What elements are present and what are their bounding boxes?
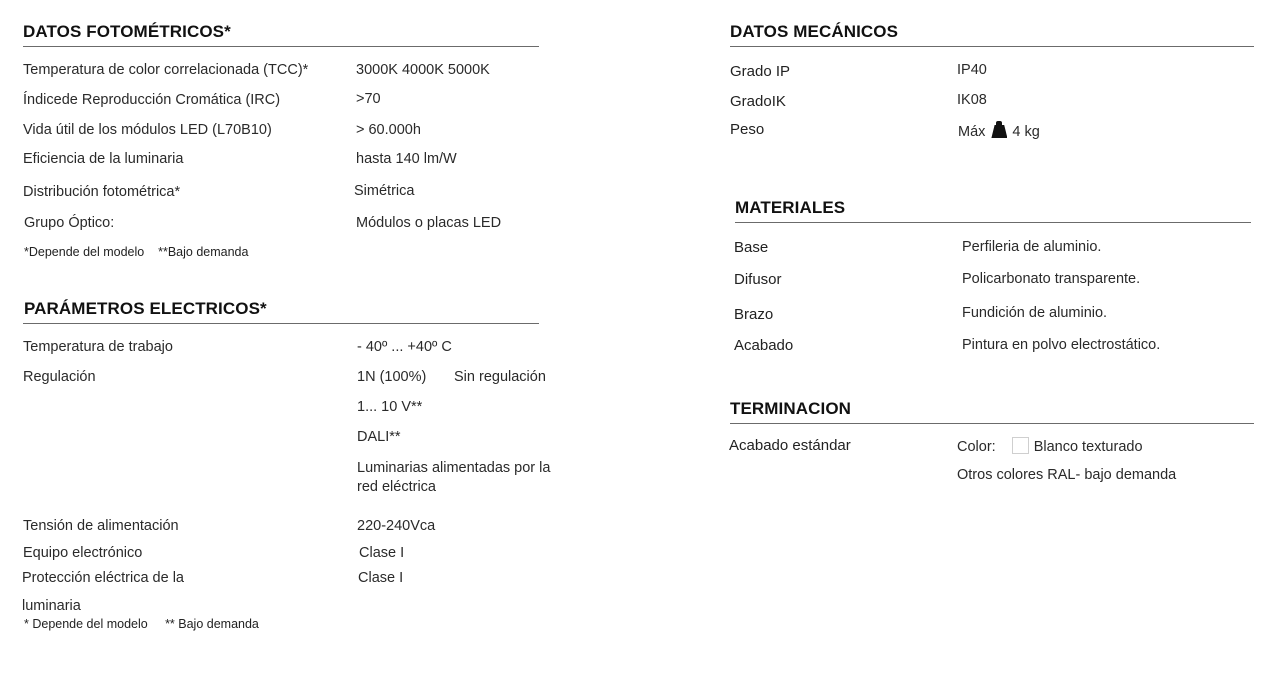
electricos-value-equipo: Clase I bbox=[359, 545, 405, 561]
terminacion-heading: TERMINACION bbox=[730, 399, 852, 418]
fotometricos-label-distribucion: Distribución fotométrica* bbox=[23, 184, 181, 200]
electricos-value-sin-regulacion: Sin regulación bbox=[454, 369, 546, 385]
electricos-label-proteccion-cont: luminaria bbox=[22, 598, 81, 614]
fotometricos-divider bbox=[23, 46, 539, 47]
electricos-label-proteccion: Protección eléctrica de la bbox=[22, 570, 184, 586]
materiales-label-base: Base bbox=[734, 239, 769, 256]
electricos-label-tension: Tensión de alimentación bbox=[23, 518, 179, 534]
mecanicos-label-peso: Peso bbox=[730, 121, 765, 138]
fotometricos-value-distribucion: Simétrica bbox=[354, 183, 415, 199]
fotometricos-value-irc: >70 bbox=[356, 91, 381, 107]
mecanicos-value-ip: IP40 bbox=[957, 62, 987, 78]
electricos-value-regulacion-red: Luminarias alimentadas por la red eléctrica bbox=[357, 460, 551, 495]
peso-prefix: Máx bbox=[958, 124, 986, 140]
terminacion-other-colors: Otros colores RAL- bajo demanda bbox=[957, 467, 1177, 483]
materiales-value-difusor: Policarbonato transparente. bbox=[962, 271, 1141, 287]
fotometricos-footnote: *Depende del modelo **Bajo demanda bbox=[24, 245, 249, 259]
mecanicos-label-ip: Grado IP bbox=[730, 63, 791, 80]
terminacion-divider bbox=[730, 423, 1254, 424]
electricos-value-regulacion-dali: DALI** bbox=[357, 429, 401, 445]
fotometricos-value-grupo: Módulos o placas LED bbox=[356, 215, 502, 231]
weight-icon bbox=[990, 121, 1008, 138]
terminacion-value-color bbox=[957, 437, 1143, 455]
mecanicos-value-ik: IK08 bbox=[957, 92, 987, 108]
fotometricos-heading: DATOS FOTOMÉTRICOS* bbox=[23, 22, 231, 41]
electricos-value-proteccion: Clase I bbox=[358, 570, 404, 586]
mecanicos-value-peso bbox=[958, 121, 1040, 140]
fotometricos-label-tcc: Temperatura de color correlacionada (TCC)* bbox=[23, 62, 309, 78]
electricos-divider bbox=[23, 323, 539, 324]
color-swatch bbox=[1012, 437, 1029, 454]
fotometricos-label-eficiencia: Eficiencia de la luminaria bbox=[23, 151, 184, 167]
fotometricos-label-grupo: Grupo Óptico: bbox=[24, 215, 115, 231]
mecanicos-divider bbox=[730, 46, 1254, 47]
fotometricos-value-vida: > 60.000h bbox=[356, 122, 421, 138]
materiales-value-brazo: Fundición de aluminio. bbox=[962, 305, 1108, 321]
peso-value: 4 kg bbox=[1012, 124, 1040, 140]
color-value: Blanco texturado bbox=[1033, 439, 1143, 455]
electricos-value-tension: 220-240Vca bbox=[357, 518, 436, 534]
fotometricos-value-tcc: 3000K 4000K 5000K bbox=[356, 62, 490, 78]
materiales-label-acabado: Acabado bbox=[734, 337, 794, 354]
materiales-value-base: Perfileria de aluminio. bbox=[962, 239, 1102, 255]
materiales-label-brazo: Brazo bbox=[734, 306, 774, 323]
materiales-heading: MATERIALES bbox=[735, 198, 846, 217]
electricos-heading: PARÁMETROS ELECTRICOS* bbox=[24, 299, 267, 318]
materiales-divider bbox=[735, 222, 1251, 223]
materiales-label-difusor: Difusor bbox=[734, 271, 782, 288]
electricos-label-equipo: Equipo electrónico bbox=[23, 545, 143, 561]
electricos-value-regulacion-1n: 1N (100%) bbox=[357, 369, 427, 385]
mecanicos-heading: DATOS MECÁNICOS bbox=[730, 22, 899, 41]
fotometricos-label-vida: Vida útil de los módulos LED (L70B10) bbox=[23, 122, 272, 138]
mecanicos-label-ik: GradoIK bbox=[730, 93, 786, 110]
materiales-value-acabado: Pintura en polvo electrostático. bbox=[962, 337, 1161, 353]
electricos-value-regulacion-110v: 1... 10 V** bbox=[357, 399, 423, 415]
fotometricos-value-eficiencia: hasta 140 lm/W bbox=[356, 151, 457, 167]
electricos-footnote: * Depende del modelo ** Bajo demanda bbox=[24, 617, 259, 631]
electricos-value-temperatura: - 40º ... +40º C bbox=[357, 339, 452, 355]
electricos-label-regulacion: Regulación bbox=[23, 369, 96, 385]
color-prefix: Color: bbox=[957, 439, 996, 455]
terminacion-label-acabado: Acabado estándar bbox=[729, 437, 851, 454]
fotometricos-label-irc: Índicede Reproducción Cromática (IRC) bbox=[23, 92, 281, 108]
electricos-label-temperatura: Temperatura de trabajo bbox=[23, 339, 173, 355]
